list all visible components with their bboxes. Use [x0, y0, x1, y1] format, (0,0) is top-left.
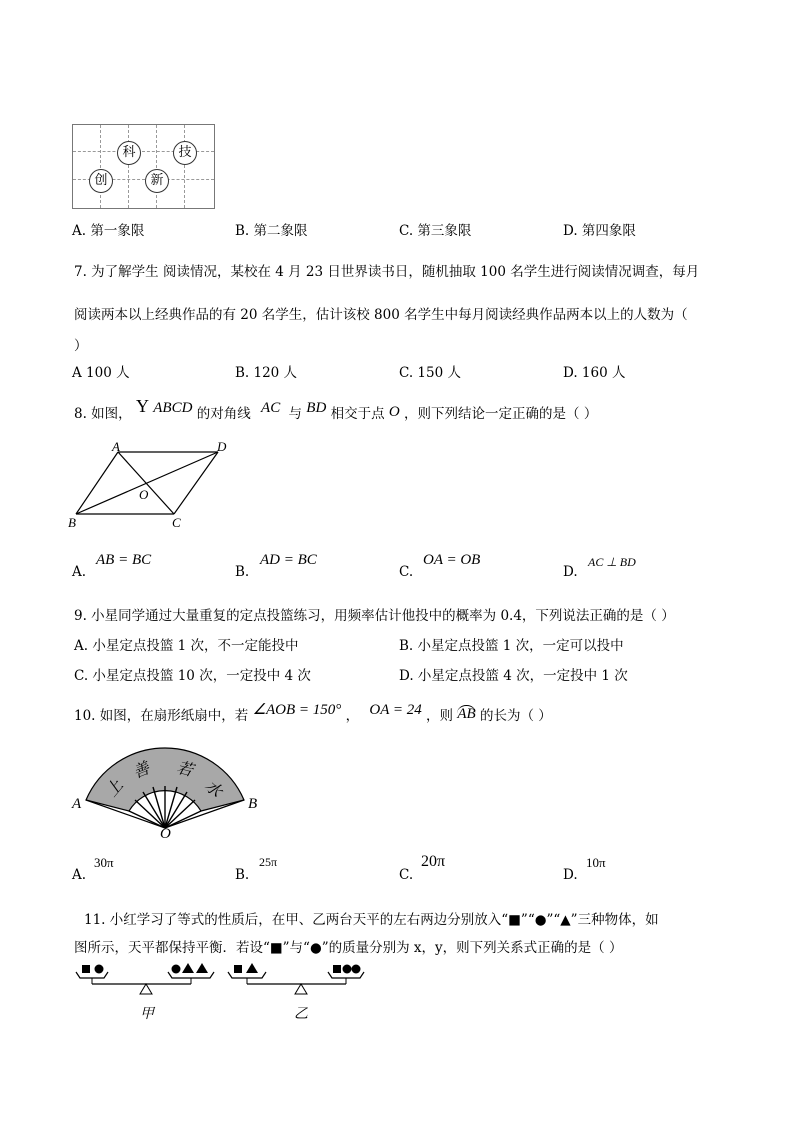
q10-option-d-expr: 10π: [586, 855, 606, 870]
q8-prefix: 8. 如图，: [74, 406, 132, 422]
q10-arc: AB: [457, 706, 476, 722]
label-a: A: [112, 439, 120, 454]
grid-line: [156, 125, 157, 208]
label-b: B: [68, 515, 76, 530]
square-object: [82, 965, 90, 973]
label-d: D: [217, 439, 227, 454]
q9-option-d: D. 小星定点投篮 4 次，一定投中 1 次: [399, 668, 628, 684]
q8-o: O: [388, 404, 400, 420]
fan-figure: [66, 740, 276, 840]
fulcrum: [295, 984, 307, 994]
fan-char: 水: [201, 777, 225, 801]
grid-line: [100, 125, 101, 208]
q7-option-c: C. 150 人: [399, 365, 461, 381]
triangle-object: [196, 963, 208, 973]
circle-object: [343, 965, 352, 974]
triangle-object: [246, 963, 258, 973]
q7-line1: 7. 为了解学生 阅读情况，某校在 4 月 23 日世界读书日，随机抽取 100 名学生进行阅读情况调查，每月: [74, 264, 700, 280]
fan-char: 若: [174, 759, 195, 780]
q7-option-d: D. 160 人: [563, 365, 626, 381]
q8-option-d-expr: AC ⊥ BD: [588, 555, 636, 569]
q8-ac: AC: [261, 400, 281, 416]
q8-option-b-letter: B.: [235, 564, 250, 580]
q8-option-b-expr: AD = BC: [260, 552, 317, 568]
label-b: B: [248, 796, 258, 812]
q10-oa: OA = 24: [369, 702, 422, 718]
grid-char: 科: [117, 141, 141, 165]
circle-object: [352, 965, 361, 974]
parallelogram-symbol: Y: [135, 396, 149, 416]
q8-mid1: 的对角线: [196, 406, 251, 422]
q6-option-b: B. 第二象限: [235, 223, 308, 239]
q10-stem: [74, 704, 552, 725]
q9-option-c: C. 小星定点投篮 10 次，一定投中 4 次: [74, 668, 311, 684]
fulcrum: [140, 984, 152, 994]
label-o: O: [160, 826, 171, 840]
q8-option-d-letter: D.: [563, 564, 578, 580]
fan-char: 上: [103, 777, 127, 801]
q7-line3: ）: [74, 338, 88, 354]
q8-option-c-expr: OA = OB: [423, 552, 481, 568]
q10-angle: ∠AOB = 150°: [252, 702, 342, 718]
q6-option-d: D. 第四象限: [563, 223, 636, 239]
q10-option-d-letter: D.: [563, 867, 578, 883]
circle-object: [172, 965, 181, 974]
grid-char: 技: [173, 141, 197, 165]
circle-object: [95, 965, 104, 974]
q9-stem: 9. 小星同学通过大量重复的定点投篮练习，用频率估计他投中的概率为 0.4，下列说法正确的是（ ）: [74, 608, 675, 624]
balance-jia: [76, 963, 214, 1022]
q7-option-b: B. 120 人: [235, 365, 298, 381]
balance-figures: [70, 960, 370, 1026]
balance-label: 甲: [140, 1007, 154, 1022]
label-o: O: [139, 487, 149, 502]
left-pan: [76, 972, 108, 978]
label-c: C: [172, 515, 181, 530]
square-object: [333, 965, 341, 973]
q10-option-c-expr: 20π: [421, 853, 446, 870]
parallelogram-figure: [66, 438, 246, 530]
triangle-object: [182, 963, 194, 973]
q8-mid3: 相交于点: [330, 406, 385, 422]
q9-option-a: A. 小星定点投篮 1 次，不一定能投中: [74, 638, 299, 654]
q10-prefix: 10. 如图，在扇形纸扇中，若: [74, 708, 249, 724]
q11-line2: 图所示，天平都保持平衡．若设“■”与“●”的质量分别为 x，y，则下列关系式正确的是（ ）: [74, 940, 623, 956]
q10-option-c-letter: C.: [399, 867, 414, 883]
q10-suffix: 的长为（ ）: [479, 708, 552, 724]
q10-option-b-letter: B.: [235, 867, 250, 883]
q8-stem: [74, 396, 598, 423]
q8-suffix: ，则下列结论一定正确的是（ ）: [404, 406, 598, 422]
q8-bd: BD: [306, 400, 327, 416]
q8-mid2: 与: [288, 406, 302, 422]
q6-option-a: A. 第一象限: [72, 223, 145, 239]
grid-line: [184, 125, 185, 208]
fan-char: 善: [130, 760, 153, 782]
q8-abcd: ABCD: [153, 400, 193, 416]
q10-mid: ，则: [426, 708, 454, 724]
q7-option-a: A 100 人: [72, 365, 130, 381]
grid-char: 创: [89, 169, 113, 193]
square-object: [234, 965, 242, 973]
balance-label: 乙: [294, 1007, 308, 1022]
balance-yi: [228, 963, 364, 1022]
q9-option-b: B. 小星定点投篮 1 次，一定可以投中: [399, 638, 624, 654]
grid-char: 新: [145, 169, 169, 193]
q11-line1: 11. 小红学习了等式的性质后，在甲、乙两台天平的左右两边分别放入“■”“●”“▲”三种物体，如: [84, 912, 659, 928]
q6-option-c: C. 第三象限: [399, 223, 472, 239]
grid-figure: [72, 124, 215, 209]
q8-option-c-letter: C.: [399, 564, 414, 580]
label-a: A: [72, 796, 82, 812]
q10-comma: ，: [345, 708, 360, 724]
q8-option-a-expr: AB = BC: [96, 552, 152, 568]
grid-line: [128, 125, 129, 208]
q8-option-a-letter: A.: [72, 564, 87, 580]
q10-option-a-expr: 30π: [94, 855, 114, 870]
q10-option-b-expr: 25π: [259, 855, 278, 869]
q7-line2: 阅读两本以上经典作品的有 20 名学生，估计该校 800 名学生中每月阅读经典作品两本以上的人数为（: [74, 307, 688, 323]
q10-option-a-letter: A.: [72, 867, 87, 883]
